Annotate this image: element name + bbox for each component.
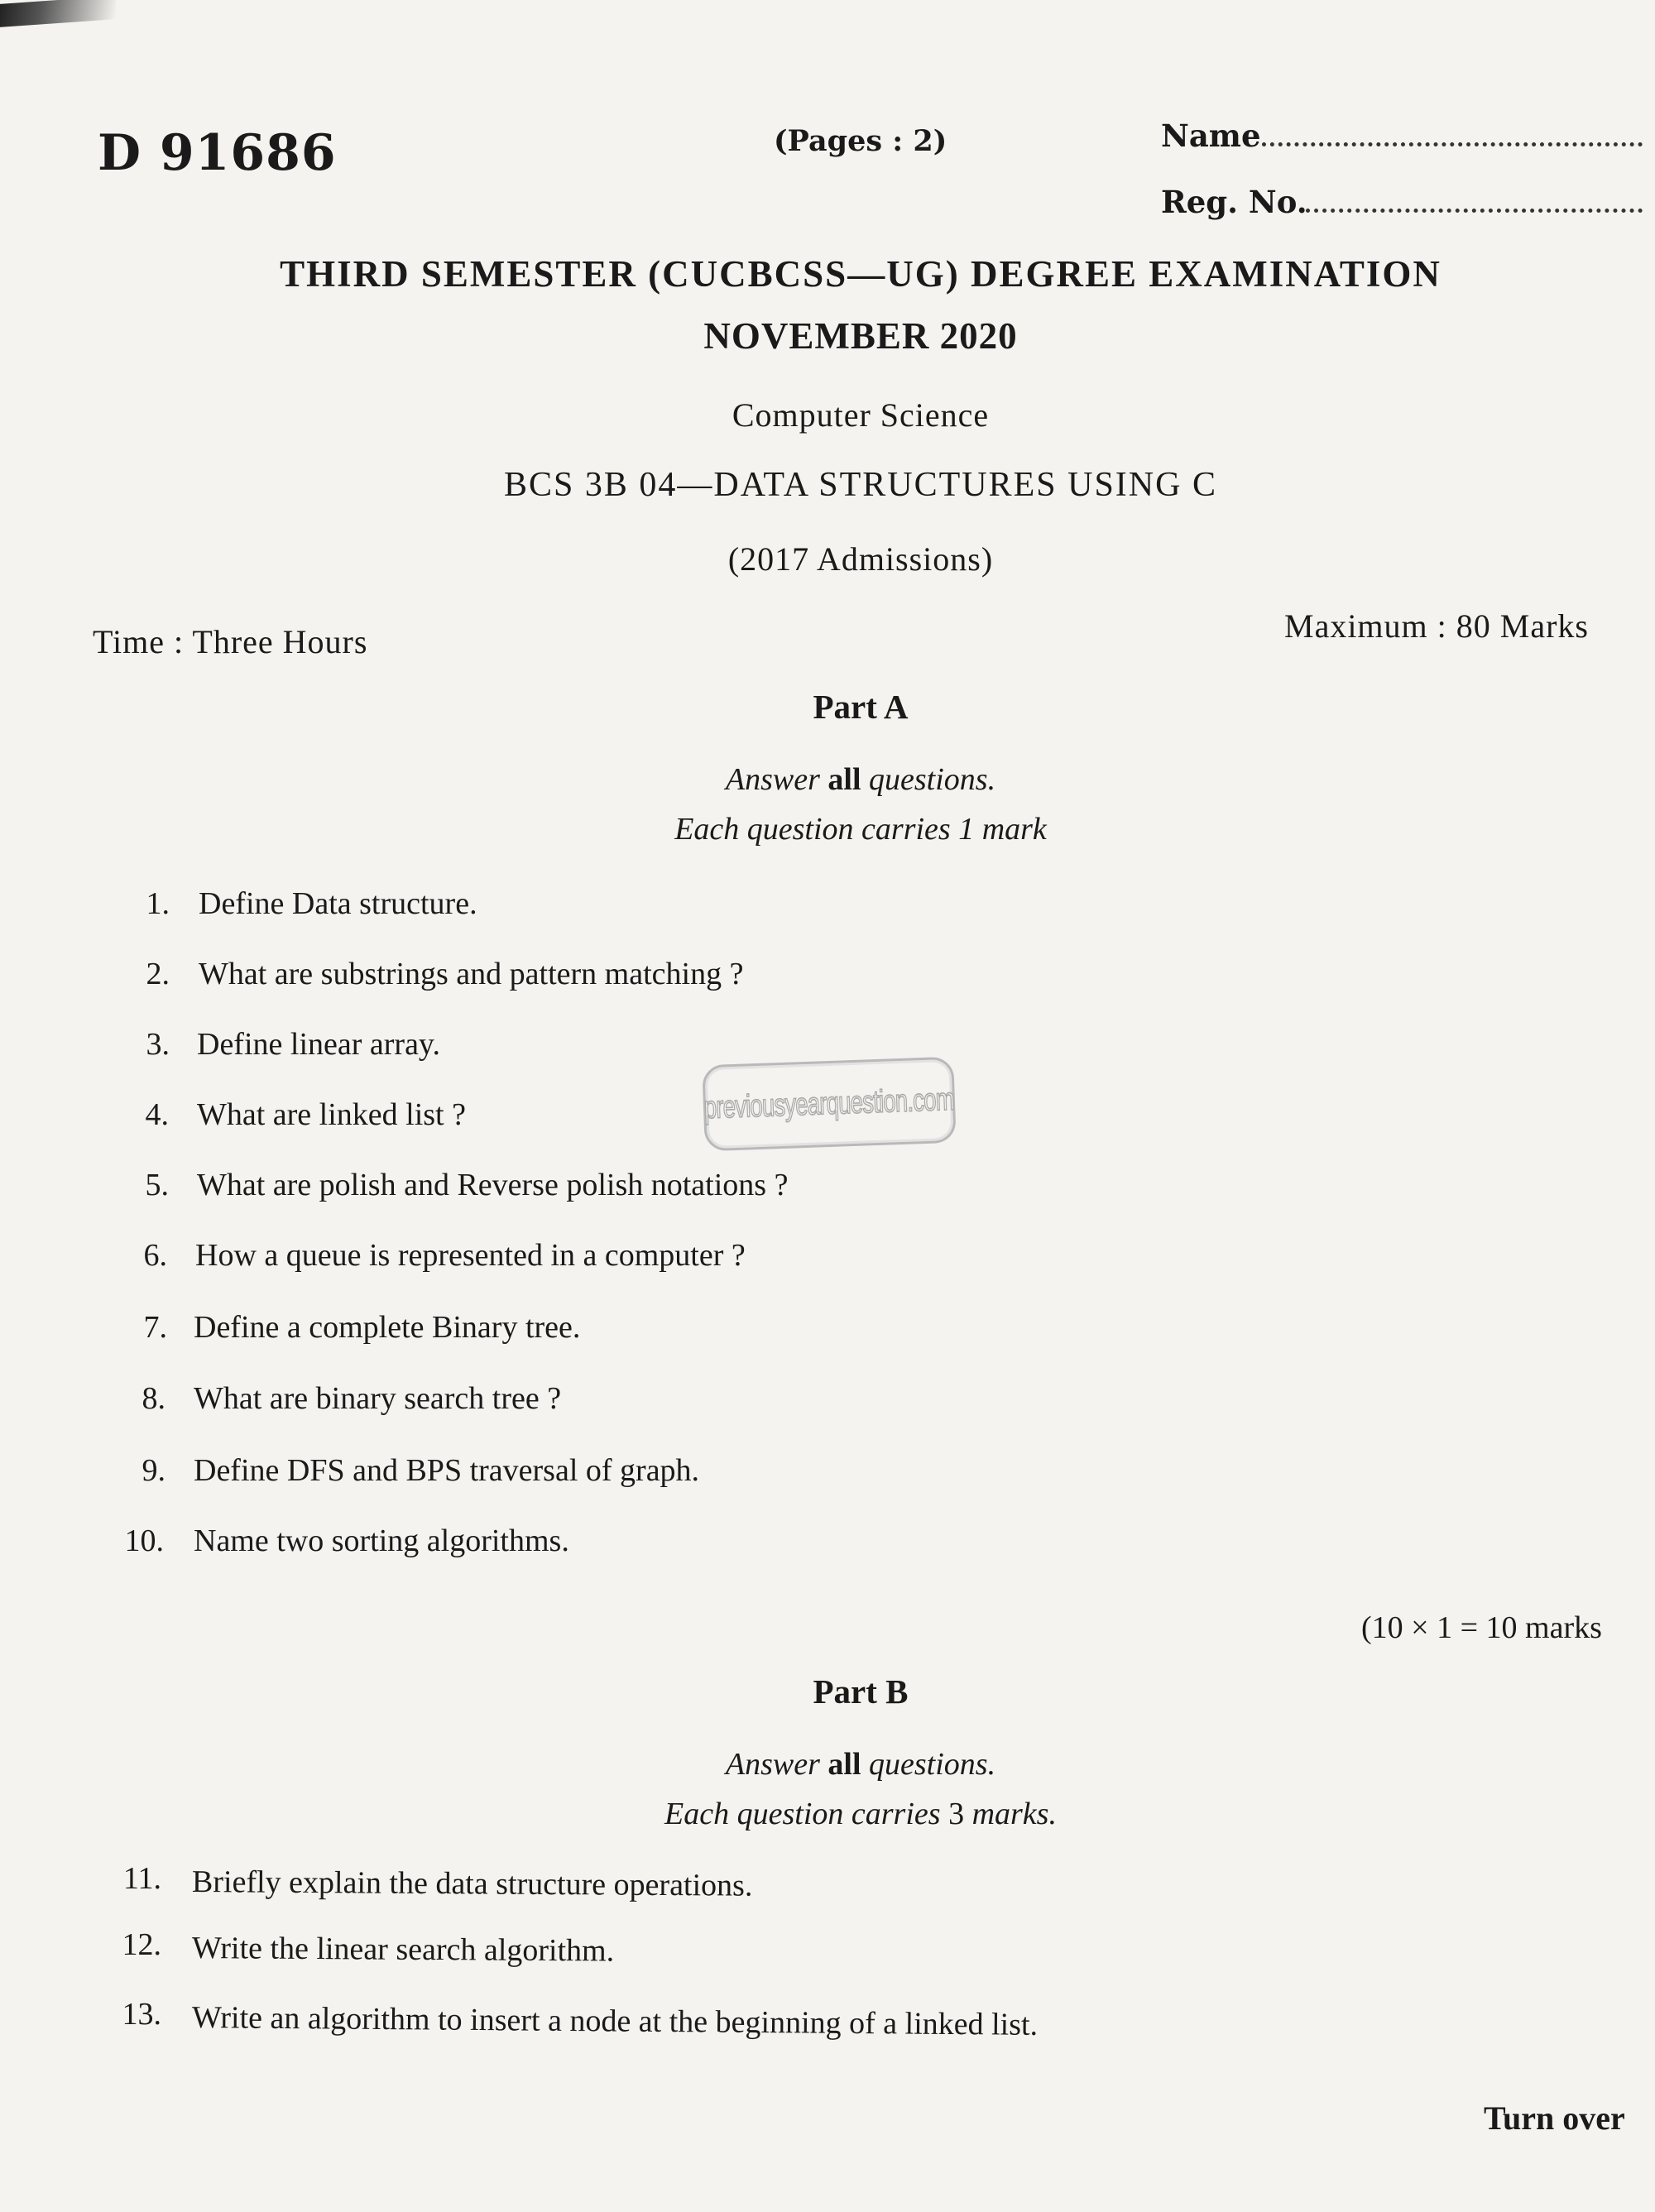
part-a-marks-per-question: Each question carries 1 mark	[674, 812, 1047, 847]
question-text: What are substrings and pattern matching ?	[199, 957, 744, 991]
page-count: (Pages : 2)	[774, 124, 947, 158]
question-number: 2.	[146, 957, 170, 991]
question-text: What are linked list ?	[197, 1097, 466, 1132]
question-text: Define DFS and BPS traversal of graph.	[194, 1453, 700, 1488]
question-text: Define linear array.	[197, 1027, 440, 1062]
question-number: 11.	[122, 1861, 161, 1896]
turn-over-note: Turn over	[1484, 2099, 1625, 2137]
part-a-instruction: Answer all questions.	[725, 762, 996, 797]
question-number: 9.	[142, 1453, 166, 1488]
question-number: 4.	[145, 1097, 169, 1132]
question-number: 5.	[145, 1168, 169, 1202]
question-text: Name two sorting algorithms.	[194, 1523, 569, 1558]
name-label: Name	[1161, 118, 1261, 154]
question-text: Write an algorithm to insert a node at the beginning of a linked list.	[191, 2000, 1039, 2042]
exam-session: NOVEMBER 2020	[703, 315, 1018, 357]
part-b-instruction: Answer all questions.	[725, 1747, 996, 1782]
question-number: 7.	[143, 1310, 167, 1345]
time-allowed: Time : Three Hours	[93, 623, 368, 660]
reg-no-label: Reg. No.	[1161, 184, 1307, 220]
question-number: 6.	[143, 1238, 167, 1273]
exam-title: THIRD SEMESTER (CUCBCSS—UG) DEGREE EXAMINATION	[280, 253, 1442, 295]
paper-code: D 91686	[98, 124, 337, 182]
admissions-year: (2017 Admissions)	[727, 540, 994, 578]
reg-no-blank-line	[1306, 209, 1643, 213]
page-corner-shadow	[0, 0, 116, 27]
question-number: 10.	[124, 1523, 164, 1558]
question-text: How a queue is represented in a computer ?	[195, 1238, 746, 1273]
question-text: Define Data structure.	[199, 886, 477, 921]
question-text: What are polish and Reverse polish notations ?	[197, 1168, 789, 1202]
part-a-marks-total: (10 × 1 = 10 marks	[1361, 1610, 1602, 1645]
subject-name: Computer Science	[732, 396, 990, 434]
question-text: What are binary search tree ?	[194, 1381, 562, 1416]
part-b-title: Part B	[813, 1672, 909, 1711]
question-number: 1.	[146, 886, 170, 921]
question-text: Write the linear search algorithm.	[191, 1931, 615, 1969]
part-a-title: Part A	[813, 688, 909, 726]
question-text: Briefly explain the data structure operations.	[191, 1864, 753, 1903]
part-b-marks-per-question: Each question carries 3 marks.	[664, 1797, 1057, 1831]
maximum-marks: Maximum : 80 Marks	[1284, 607, 1589, 645]
question-number: 3.	[146, 1027, 170, 1062]
question-number: 13.	[122, 1997, 161, 2032]
watermark-logo: previousyearquestion.com	[702, 1057, 956, 1152]
question-number: 8.	[142, 1381, 166, 1416]
name-blank-line	[1262, 142, 1643, 146]
question-number: 12.	[122, 1927, 161, 1962]
question-text: Define a complete Binary tree.	[194, 1310, 581, 1345]
paper-title: BCS 3B 04—DATA STRUCTURES USING C	[504, 466, 1217, 504]
